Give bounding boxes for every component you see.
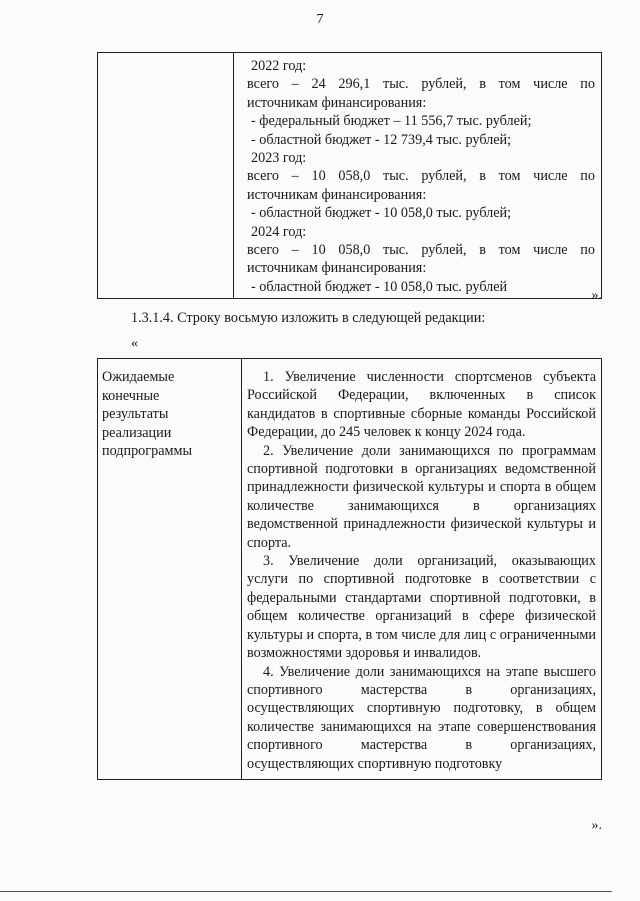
results-table: [97, 358, 602, 780]
financing-line: всего – 24 296,1 тыс. рублей, в том числе по: [247, 76, 595, 93]
closing-quote: ».: [591, 818, 602, 833]
financing-line: всего – 10 058,0 тыс. рублей, в том числе по: [247, 168, 595, 185]
closing-quote: ».: [591, 288, 602, 303]
results-label-cell: [98, 359, 242, 780]
results-label: Ожидаемые конечные результаты реализации подпрограммы: [102, 369, 192, 459]
page-number: 7: [316, 12, 324, 27]
financing-line: 2022 год:: [251, 58, 307, 74]
financing-line: - областной бюджет - 12 739,4 тыс. рублей;: [251, 131, 512, 148]
financing-line: источникам финансирования:: [247, 186, 427, 203]
result-item: 2. Увеличение доли занимающихся по программам спортивной подготовки в организациях ведомственной принадлежности физической культуры и спорта в общем количестве занимающихся в организациях ведомственной принадлежности физической культуры и спорта.: [247, 442, 596, 551]
financing-table-empty-cell: [98, 53, 234, 299]
results-content-cell: [242, 359, 602, 780]
financing-table-text-cell: [234, 53, 602, 299]
financing-line: 2023 год:: [251, 150, 307, 167]
bottom-rule: [0, 891, 612, 892]
instruction-text: 1.3.1.4. Строку восьмую изложить в следующей редакции:: [131, 310, 486, 326]
result-item: 4. Увеличение доли занимающихся на этапе высшего спортивного мастерства в организациях, осуществляющих спортивную подготовку, в общем количестве занимающихся на этапе совершенствования спортивного мастерства в организациях, осуществляющих спортивную подготовку: [247, 663, 596, 772]
financing-line: источникам финансирования:: [247, 260, 427, 277]
result-item: 3. Увеличение доли организаций, оказывающих услуги по спортивной подготовке в соответствии с федеральными стандартами спортивной подготовки, в общем количестве организаций в сфере физической культуры и спорта, в том числе для лиц с ограниченными возможностями здоровья и инвалидов.: [247, 553, 596, 662]
financing-line: источникам финансирования:: [247, 94, 427, 111]
opening-quote: «: [131, 336, 138, 351]
financing-table: [97, 52, 602, 299]
financing-line: - областной бюджет - 10 058,0 тыс. рублей: [251, 278, 508, 295]
financing-line: - федеральный бюджет – 11 556,7 тыс. рублей;: [251, 113, 532, 130]
financing-line: - областной бюджет - 10 058,0 тыс. рублей;: [251, 205, 512, 222]
financing-line: 2024 год:: [251, 223, 307, 240]
financing-line: всего – 10 058,0 тыс. рублей, в том числе по: [247, 242, 595, 259]
result-item: 1. Увеличение численности спортсменов субъекта Российской Федерации, включенных в список кандидатов в спортивные сборные команды Российской Федерации, до 245 человек к концу 2024 года.: [247, 369, 596, 441]
